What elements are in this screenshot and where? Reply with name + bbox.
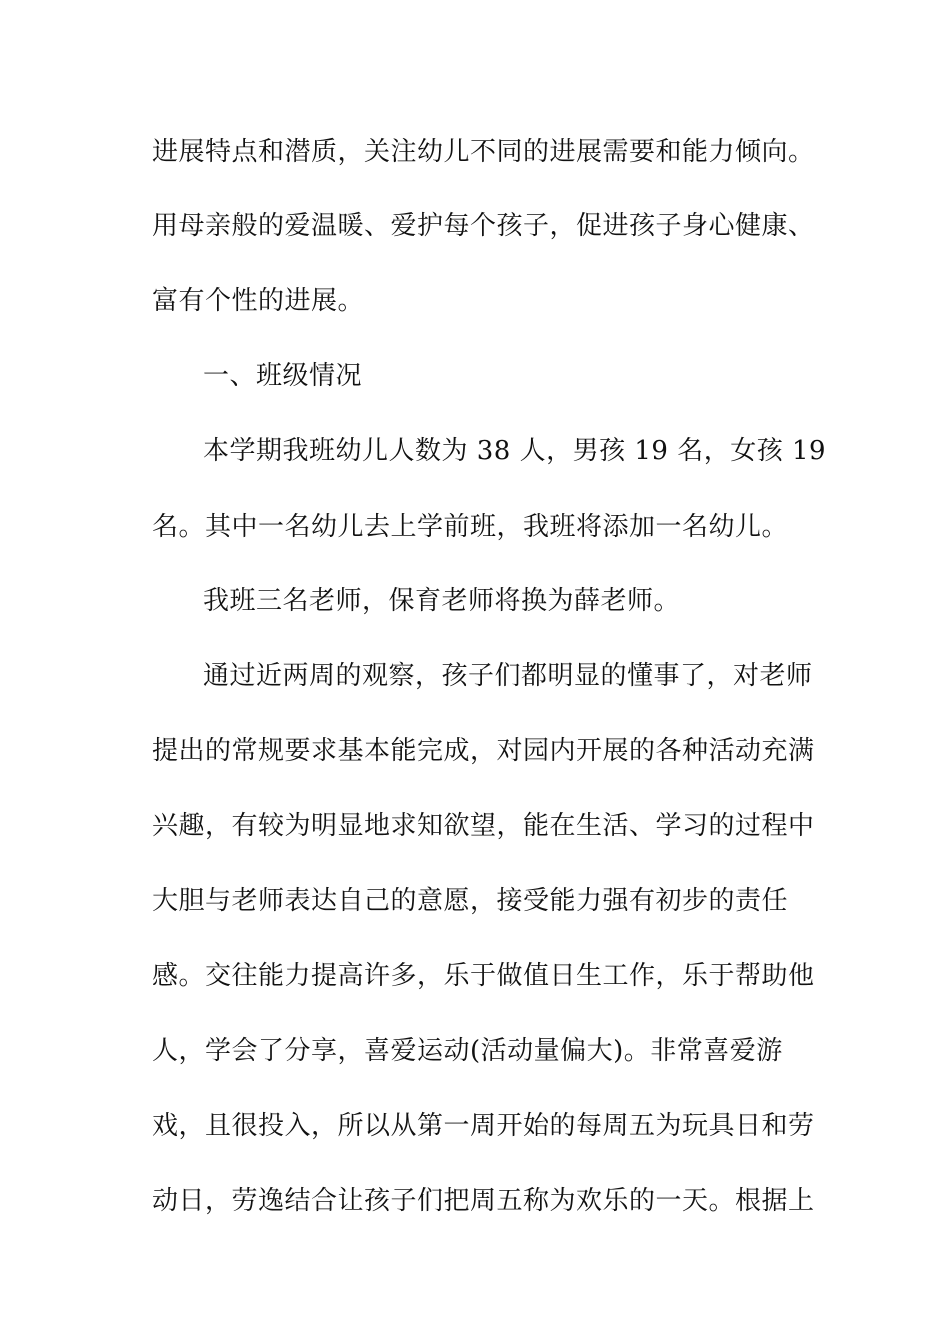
- paragraph-line: 兴趣，有较为明显地求知欲望，能在生活、学习的过程中: [152, 811, 815, 841]
- paragraph-line: 戏，且很投入，所以从第一周开始的每周五为玩具日和劳: [152, 1111, 815, 1141]
- paragraph-line: 感。交往能力提高许多，乐于做值日生工作，乐于帮助他: [152, 961, 815, 991]
- paragraph-line: 人，学会了分享，喜爱运动(活动量偏大)。非常喜爱游: [152, 1036, 783, 1066]
- paragraph-line: 名。其中一名幼儿去上学前班，我班将添加一名幼儿。: [152, 512, 789, 542]
- paragraph-line: 用母亲般的爱温暖、爱护每个孩子，促进孩子身心健康、: [152, 211, 815, 241]
- paragraph-line: 提出的常规要求基本能完成，对园内开展的各种活动充满: [152, 736, 815, 766]
- section-heading: 一、班级情况: [203, 361, 363, 391]
- paragraph-line: 本学期我班幼儿人数为 38 人，男孩 19 名，女孩 19: [203, 436, 827, 466]
- paragraph-line: 通过近两周的观察，孩子们都明显的懂事了，对老师: [203, 661, 813, 691]
- paragraph-line: 进展特点和潜质，关注幼儿不同的进展需要和能力倾向。: [152, 137, 815, 167]
- paragraph-line: 动日，劳逸结合让孩子们把周五称为欢乐的一天。根据上: [152, 1186, 815, 1216]
- paragraph-line: 富有个性的进展。: [152, 286, 365, 316]
- paragraph-line: 我班三名老师，保育老师将换为薛老师。: [203, 586, 681, 616]
- paragraph-line: 大胆与老师表达自己的意愿，接受能力强有初步的责任: [152, 886, 789, 916]
